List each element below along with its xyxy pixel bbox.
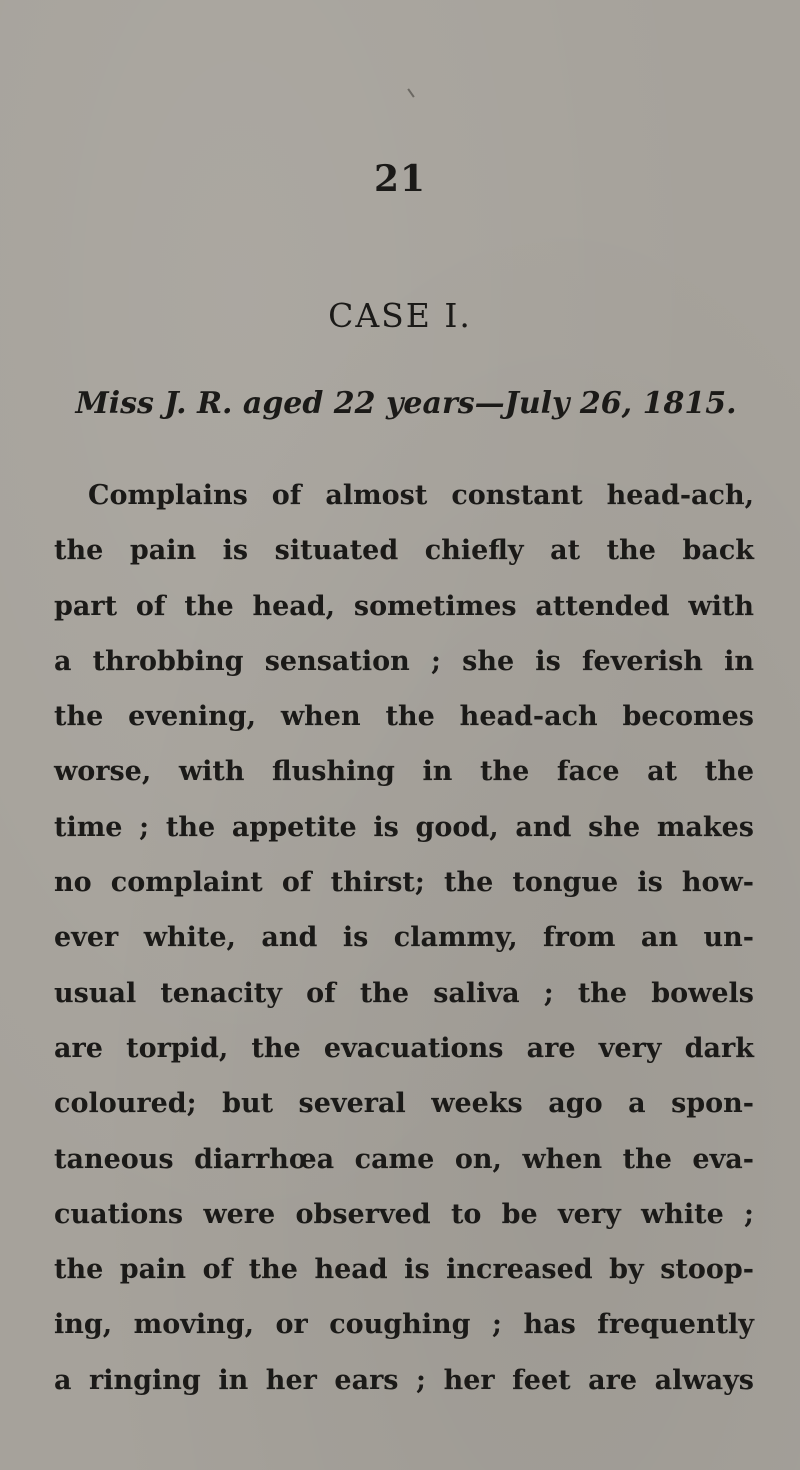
text-line: the evening, when the head-ach becomes	[54, 701, 754, 733]
body-paragraph	[54, 468, 754, 1408]
text-line: Complains of almost constant head-ach,	[88, 480, 754, 511]
text-line: a ringing in her ears ; her feet are always	[54, 1364, 754, 1396]
text-line: ing, moving, or coughing ; has frequently	[54, 1309, 754, 1341]
case-title: CASE I.	[328, 296, 472, 335]
text-line: time ; the appetite is good, and she makes	[54, 811, 754, 843]
text-line: a throbbing sensation ; she is feverish in	[54, 645, 754, 677]
text-line: the pain of the head is increased by stoop-	[54, 1254, 754, 1286]
paper-blemish	[407, 88, 414, 97]
text-line: worse, with flushing in the face at the	[54, 756, 754, 788]
text-line: taneous diarrhœa came on, when the eva-	[54, 1143, 754, 1175]
text-line: no complaint of thirst; the tongue is how-	[54, 867, 754, 899]
text-line: cuations were observed to be very white ;	[54, 1198, 754, 1230]
text-line: coloured; but several weeks ago a spon-	[54, 1088, 754, 1120]
text-line: the pain is situated chiefly at the back	[54, 535, 754, 567]
text-line: ever white, and is clammy, from an un-	[54, 922, 754, 954]
text-line: part of the head, sometimes attended with	[54, 590, 754, 622]
page-number: 21	[373, 158, 427, 200]
case-subtitle: Miss J. R. aged 22 years—July 26, 1815.	[75, 386, 737, 421]
text-line: usual tenacity of the saliva ; the bowels	[54, 977, 754, 1009]
text-line: are torpid, the evacuations are very dark	[54, 1032, 754, 1064]
